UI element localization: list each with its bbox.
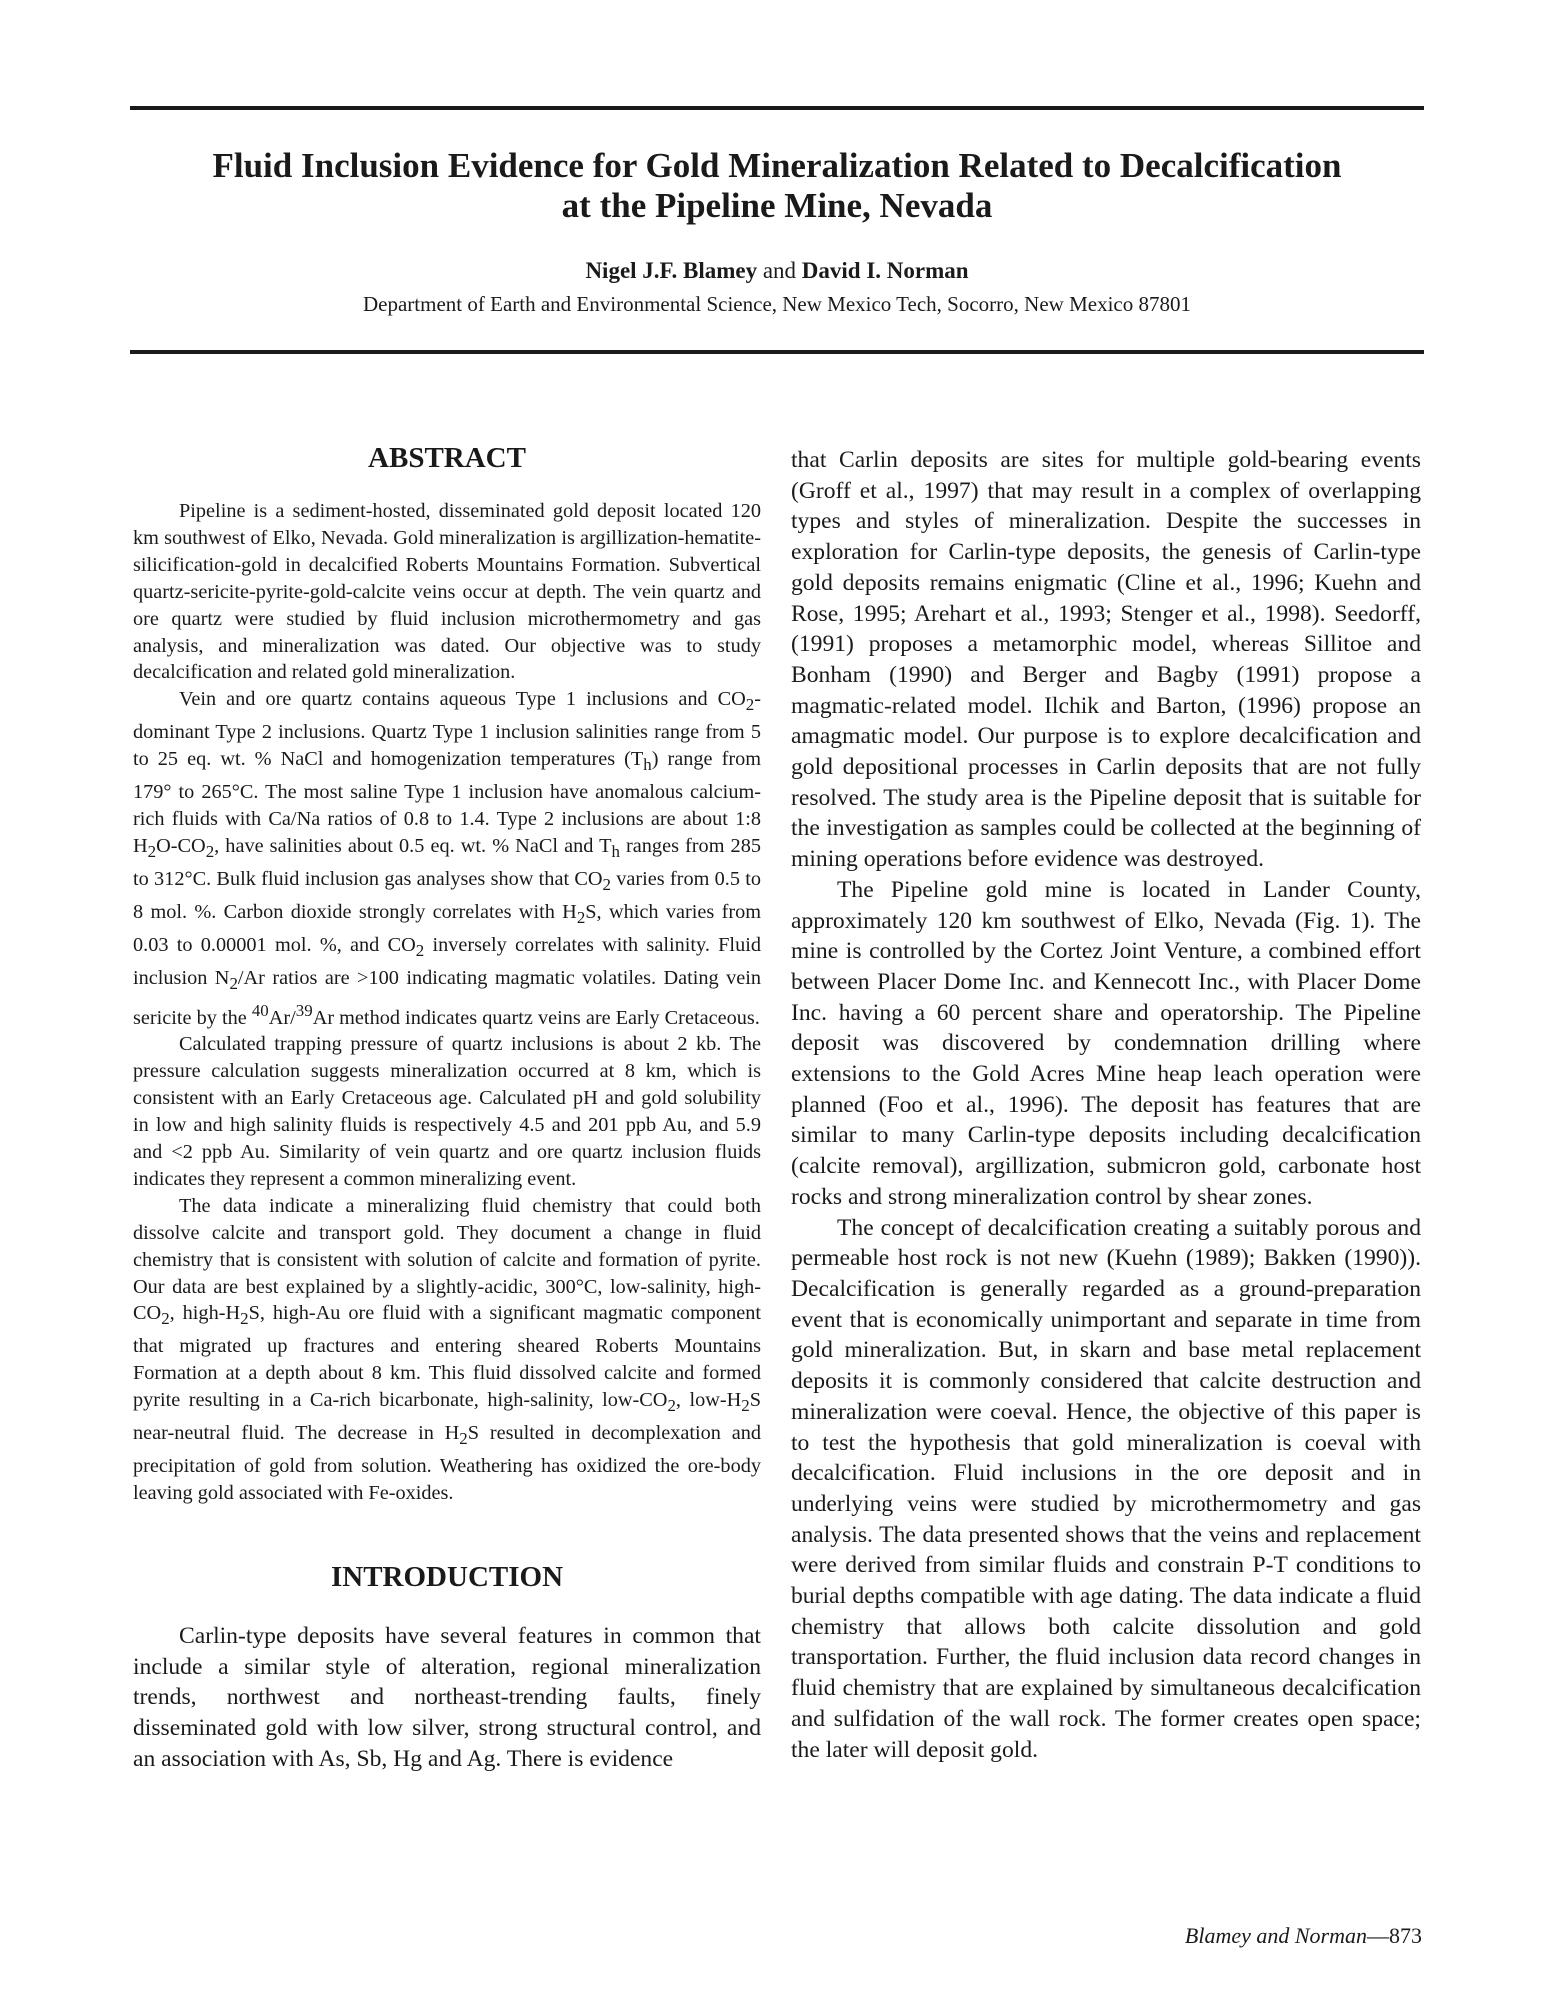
author-1: Nigel J.F. Blamey xyxy=(585,258,758,283)
text-run: ) range from 179° to 265°C. The most saline Type 1 inclusion have anomalous calcium-rich fluids with Ca/Na ratios of 0.8 to 1.4. Type 2 inclusions are about 1:8 H xyxy=(133,748,761,857)
introduction-body xyxy=(133,1621,761,1775)
introduction-heading: INTRODUCTION xyxy=(330,1560,564,1593)
page-footer xyxy=(1185,1922,1422,1950)
title-line-1: Fluid Inclusion Evidence for Gold Mineralization Related to Decalcification xyxy=(212,146,1342,185)
footer-dash: — xyxy=(1367,1923,1389,1948)
abstract-paragraph-4 xyxy=(133,1193,761,1507)
subscript: 2 xyxy=(667,1396,676,1416)
text-run: Ar method indicates quartz veins are Early Cretaceous. xyxy=(312,1006,760,1029)
superscript: 40 xyxy=(251,1000,269,1020)
text-run: , low-H xyxy=(675,1389,742,1412)
introduction-paragraph-2: The Pipeline gold mine is located in Lander County, approximately 120 km southwest of Elko, Nevada (Fig. 1). The mine is controlled by the Cortez Joint Venture, a combined effort between Placer Dome Inc. and Kennecott Inc., with Placer Dome Inc. having a 60 percent share and operatorship. The Pipeline deposit was discovered by condemnation drilling where extensions to the Gold Acres Mine heap leach operation were planned (Foo et al., 1996). The deposit has features that are similar to many Carlin-type deposits including decalcification (calcite removal), argillization, submicron gold, carbonate host rocks and strong mineralization control by shear zones. xyxy=(791,876,1421,1210)
subscript: 2 xyxy=(741,1396,750,1416)
author-line xyxy=(130,256,1424,286)
text-run: -dominant Type 2 inclusions. Quartz Type 1 inclusion salinities range from 5 to 25 eq. wt. % NaCl and homogenization temperatures (T xyxy=(133,688,761,771)
subscript: 2 xyxy=(240,1309,249,1329)
abstract-paragraph-2 xyxy=(133,686,761,1031)
left-column xyxy=(133,440,761,1774)
subscript: h xyxy=(643,755,652,775)
subscript: 2 xyxy=(602,874,611,894)
subscript: h xyxy=(611,842,620,862)
affiliation: Department of Earth and Environmental Science, New Mexico Tech, Socorro, New Mexico 87801 xyxy=(363,292,1191,316)
superscript: 39 xyxy=(295,1000,313,1020)
top-rule xyxy=(130,106,1424,110)
introduction-paragraph-1-continued: that Carlin deposits are sites for multiple gold-bearing events (Groff et al., 1997) that may result in a complex of overlapping types and styles of mineralization. Despite the successes in exploration for Carlin-type deposits, the genesis of Carlin-type gold deposits remains enigmatic (Cline et al., 1996; Kuehn and Rose, 1995; Arehart et al., 1993; Stenger et al., 1998). Seedorff, (1991) proposes a metamorphic model, whereas Sillitoe and Bonham (1990) and Berger and Bagby (1991) propose a magmatic-related model. Ilchik and Barton, (1996) propose an amagmatic model. Our purpose is to explore decalcification and gold depositional processes in Carlin deposits that are not fully resolved. The study area is the Pipeline deposit that is suitable for the investigation as samples could be collected at the beginning of mining operations before evidence was destroyed. xyxy=(791,447,1421,873)
subscript: 2 xyxy=(415,940,425,960)
text-run: Vein and ore quartz contains aqueous Type 1 inclusions and CO xyxy=(179,688,746,711)
introduction-paragraph-3: The concept of decalcification creating a suitably porous and permeable host rock is not new (Kuehn (1989); Bakken (1990)). Decalcification is generally regarded as a ground-preparation event that is economically unimportant and separate in time from gold mineralization. But, in skarn and base metal replacement deposits it is commonly considered that calcite destruction and mineralization were coeval. Hence, the objective of this paper is to test the hypothesis that gold mineralization is coeval with decalcification. Fluid inclusions in the ore deposit and in underlying veins were studied by microthermometry and gas analysis. The data presented shows that the veins and replacement were derived from similar fluids and constrain P-T conditions to burial depths compatible with age dating. The data indicate a fluid chemistry that allows both calcite dissolution and gold transportation. Further, the fluid inclusion data record changes in fluid chemistry that are explained by simultaneous decalcification and sulfidation of the wall rock. The former creates open space; the later will deposit gold. xyxy=(791,1214,1421,1763)
subscript: 2 xyxy=(161,1309,170,1329)
subscript: 2 xyxy=(147,842,157,862)
text-run: /Ar ratios are >100 indicating magmatic volatiles. Dating vein sericite by the xyxy=(133,966,762,1029)
bottom-rule xyxy=(130,350,1424,354)
text-run: inversely correlates with salinity. Fluid inclusion N xyxy=(133,933,761,989)
abstract-paragraph-3: Calculated trapping pressure of quartz inclusions is about 2 kb. The pressure calculation suggests mineralization occurred at 8 km, which is consistent with an Early Cretaceous age. Calculated pH and gold solubility in low and high salinity fluids is respectively 4.5 and 201 ppb Au, and 5.9 and <2 ppb Au. Similarity of vein quartz and ore quartz inclusion fluids indicates they represent a common mineralizing event. xyxy=(133,1033,761,1190)
paper-title xyxy=(130,146,1424,226)
subscript: 2 xyxy=(576,907,586,927)
subscript: 2 xyxy=(459,1429,468,1449)
author-conjunction: and xyxy=(762,258,797,283)
introduction-paragraph-1: Carlin-type deposits have several features in common that include a similar style of alteration, regional mineralization trends, northwest and northeast-trending faults, finely disseminated gold with low silver, strong structural control, and an association with As, Sb, Hg and Ag. There is evidence xyxy=(133,1622,761,1772)
text-run: ranges from 285 to 312°C. Bulk fluid inclusion gas analyses show that CO xyxy=(133,834,761,890)
abstract-body xyxy=(133,498,761,1507)
subscript: 2 xyxy=(229,973,238,993)
text-run: The data indicate a mineralizing fluid chemistry that could both dissolve calcite and transport gold. They document a change in fluid chemistry that is consistent with solution of calcite and formation of pyrite. Our data are best explained by a slightly-acidic, 300°C, low-salinity, high-CO xyxy=(133,1194,761,1325)
text-run: S, which varies from 0.03 to 0.00001 mol. %, and CO xyxy=(133,900,762,956)
text-run: O-CO xyxy=(156,834,206,857)
author-2: David I. Norman xyxy=(801,258,969,283)
abstract-paragraph-1: Pipeline is a sediment-hosted, disseminated gold deposit located 120 km southwest of Elko, Nevada. Gold mineralization is argillization-hematite-silicification-gold in decalcified Roberts Mountains Formation. Subvertical quartz-sericite-pyrite-gold-calcite veins occur at depth. The vein quartz and ore quartz were studied by fluid inclusion microthermometry and gas analysis, and mineralization was dated. Our objective was to study decalcification and related gold mineralization. xyxy=(133,500,761,684)
right-column xyxy=(791,445,1421,1765)
text-run: S near-neutral fluid. The decrease in H xyxy=(133,1389,762,1445)
title-line-2: at the Pipeline Mine, Nevada xyxy=(561,186,993,225)
text-run: S resulted in decomplexation and precipitation of gold from solution. Weathering has oxidized the ore-body leaving gold associated with Fe-oxides. xyxy=(133,1422,761,1505)
abstract-heading: ABSTRACT xyxy=(368,442,526,474)
text-run: , have salinities about 0.5 eq. wt. % NaCl and T xyxy=(214,834,612,857)
text-run: , high-H xyxy=(169,1302,241,1325)
subscript: 2 xyxy=(745,695,755,715)
running-authors: Blamey and Norman xyxy=(1184,1923,1367,1948)
text-run: Ar/ xyxy=(268,1006,296,1029)
text-run: S, high-Au ore fluid with a significant magmatic component that migrated up fractures and entering sheared Roberts Mountains Formation at a depth about 8 km. This fluid dissolved calcite and formed pyrite resulting in a Ca-rich bicarbonate, high-salinity, low-CO xyxy=(133,1302,761,1412)
page-number: 873 xyxy=(1389,1923,1422,1948)
subscript: 2 xyxy=(205,842,215,862)
text-run: varies from 0.5 to 8 mol. %. Carbon dioxide strongly correlates with H xyxy=(133,867,762,923)
